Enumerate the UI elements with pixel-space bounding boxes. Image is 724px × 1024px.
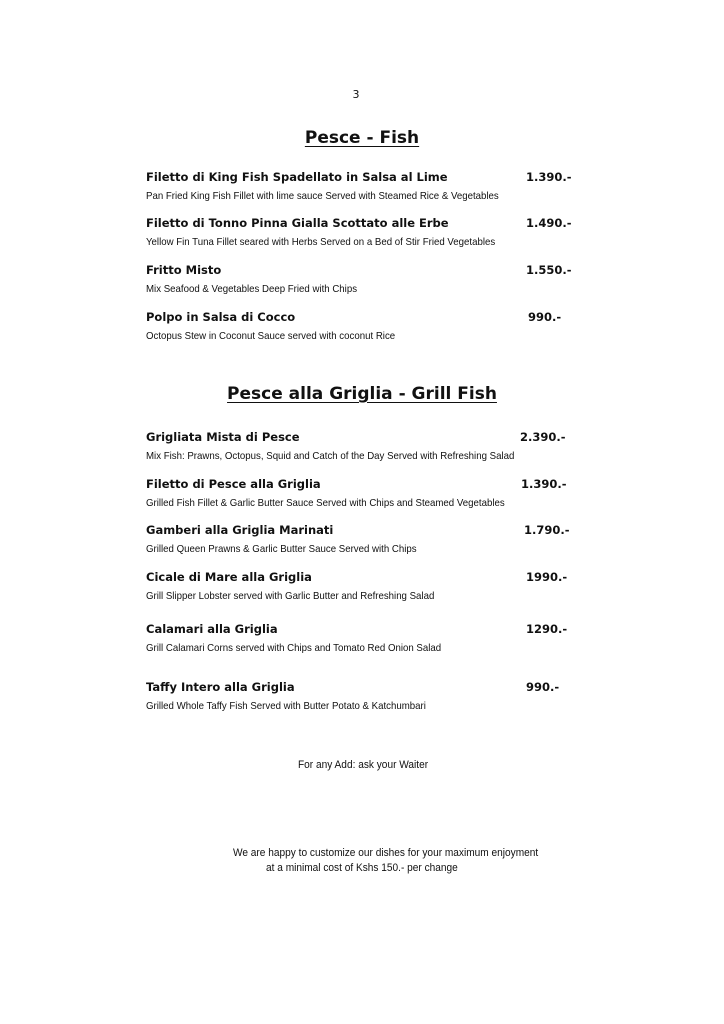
item-price: 1290.- xyxy=(526,622,568,636)
add-on-note: For any Add: ask your Waiter xyxy=(298,759,429,771)
item-description: Grilled Fish Fillet & Garlic Butter Sauce Served with Chips and Steamed Vegetables xyxy=(146,497,505,509)
item-name: Fritto Misto xyxy=(146,263,222,277)
item-price: 1.390.- xyxy=(521,477,567,491)
item-name: Gamberi alla Griglia Marinati xyxy=(146,523,334,537)
item-name: Taffy Intero alla Griglia xyxy=(146,680,295,694)
item-price: 1990.- xyxy=(526,570,568,584)
section-title-fish: Pesce - Fish xyxy=(304,128,420,148)
item-description: Mix Seafood & Vegetables Deep Fried with Chips xyxy=(146,283,358,295)
item-description: Grill Calamari Corns served with Chips and Tomato Red Onion Salad xyxy=(146,642,442,654)
item-price: 2.390.- xyxy=(520,430,566,444)
customize-note-line2: at a minimal cost of Kshs 150.- per change xyxy=(266,862,458,874)
item-description: Pan Fried King Fish Fillet with lime sauce Served with Steamed Rice & Vegetables xyxy=(146,190,499,202)
item-name: Filetto di King Fish Spadellato in Salsa al Lime xyxy=(146,170,448,184)
item-description: Grill Slipper Lobster served with Garlic Butter and Refreshing Salad xyxy=(146,590,435,602)
item-name: Cicale di Mare alla Griglia xyxy=(146,570,312,584)
item-description: Octopus Stew in Coconut Sauce served with coconut Rice xyxy=(146,330,396,342)
item-price: 990.- xyxy=(526,680,560,694)
item-price: 1.790.- xyxy=(524,523,570,537)
item-name: Filetto di Tonno Pinna Gialla Scottato alle Erbe xyxy=(146,216,449,230)
item-name: Grigliata Mista di Pesce xyxy=(146,430,300,444)
section-title-grill-fish: Pesce alla Griglia - Grill Fish xyxy=(227,384,497,404)
item-description: Yellow Fin Tuna Fillet seared with Herbs Served on a Bed of Stir Fried Vegetables xyxy=(146,236,496,248)
item-name: Filetto di Pesce alla Griglia xyxy=(146,477,321,491)
item-price: 990.- xyxy=(528,310,562,324)
item-description: Grilled Queen Prawns & Garlic Butter Sauce Served with Chips xyxy=(146,543,417,555)
item-price: 1.390.- xyxy=(526,170,572,184)
customize-note-line1: We are happy to customize our dishes for your maximum enjoyment xyxy=(233,847,539,859)
item-description: Grilled Whole Taffy Fish Served with Butter Potato & Katchumbari xyxy=(146,700,426,712)
item-name: Polpo in Salsa di Cocco xyxy=(146,310,296,324)
page-number: 3 xyxy=(352,88,360,101)
item-price: 1.550.- xyxy=(526,263,572,277)
item-description: Mix Fish: Prawns, Octopus, Squid and Catch of the Day Served with Refreshing Salad xyxy=(146,450,515,462)
item-price: 1.490.- xyxy=(526,216,572,230)
item-name: Calamari alla Griglia xyxy=(146,622,278,636)
